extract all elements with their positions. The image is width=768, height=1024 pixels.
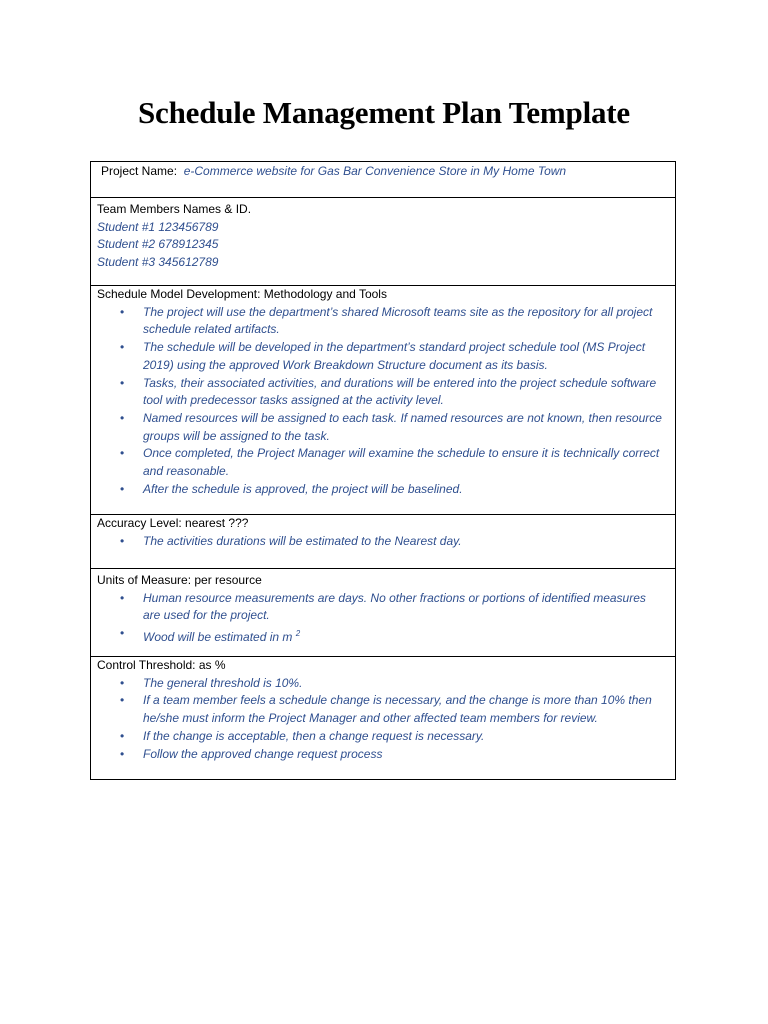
team-member-2: Student #2 678912345 (97, 237, 219, 252)
bullet-icon: • (120, 340, 125, 355)
list-item: • After the schedule is approved, the project will be baselined. (97, 481, 669, 499)
list-item: • Tasks, their associated activities, and durations will be entered into the project schedule software tool with predecessor tasks assigned at the activity level. (120, 375, 657, 408)
bullet-icon: • (120, 693, 125, 708)
control-threshold-list (97, 675, 669, 764)
list-item: • The schedule will be developed in the department’s standard project schedule tool (MS Project 2019) using the approved Work Breakdown Structure document as its basis. (120, 340, 646, 372)
control-threshold-row (91, 656, 675, 779)
schedule-model-row (91, 285, 675, 514)
bullet-icon: • (120, 728, 125, 743)
accuracy-level-row (91, 514, 675, 568)
list-item: • Once completed, the Project Manager will examine the schedule to ensure it is technically correct and reasonable. (120, 446, 660, 479)
list-item: • The general threshold is 10%. (97, 675, 669, 693)
list-item: • Follow the approved change request process (97, 746, 669, 764)
units-of-measure-list (97, 590, 669, 647)
team-members-row (91, 197, 675, 285)
bullet-icon: • (120, 746, 125, 761)
bullet-icon: • (120, 533, 125, 548)
bullet-icon: • (120, 590, 125, 605)
wood-estimate-superscript: 2 (295, 629, 301, 639)
list-item: • The activities durations will be estimated to the Nearest day. (97, 533, 669, 551)
project-name-value: e-Commerce website for Gas Bar Convenience Store in My Home Town (183, 164, 567, 178)
team-member-1: Student #1 123456789 (97, 219, 219, 234)
control-threshold-label: Control Threshold: as % (97, 658, 226, 672)
schedule-model-list (97, 304, 669, 499)
bullet-icon: • (120, 375, 125, 390)
list-item (97, 625, 669, 647)
bullet-icon: • (120, 304, 125, 319)
project-name-label: Project Name: (101, 164, 178, 178)
bullet-icon: • (120, 675, 125, 690)
list-item: • Human resource measurements are days. No other fractions or portions of identified measures are used for the project. (120, 590, 646, 623)
bullet-icon: • (120, 626, 125, 641)
bullet-icon: • (120, 410, 125, 425)
accuracy-level-list (97, 533, 669, 551)
bullet-icon: • (120, 481, 125, 496)
list-item: • If the change is acceptable, then a change request is necessary. (97, 728, 669, 746)
list-item: • Named resources will be assigned to each task. If named resources are not known, then resource groups will be assigned to the task. (120, 410, 662, 443)
units-of-measure-label: Units of Measure: per resource (97, 573, 262, 587)
list-item: • The project will use the department’s shared Microsoft teams site as the repository for all project schedule related artifacts. (120, 304, 653, 337)
team-member-3: Student #3 345612789 (97, 255, 219, 270)
document-title: Schedule Management Plan Template (138, 95, 630, 130)
list-item: • If a team member feels a schedule change is necessary, and the change is more than 10% then he/she must inform the Project Manager and other affected team members for review. (120, 693, 652, 726)
wood-estimate-text: Wood will be estimated in m (143, 630, 293, 645)
schedule-model-label: Schedule Model Development: Methodology and Tools (97, 287, 387, 301)
team-members-label: Team Members Names & ID. (97, 202, 252, 216)
project-name-row (91, 162, 675, 197)
plan-table (90, 161, 676, 780)
units-of-measure-row (91, 568, 675, 656)
bullet-icon: • (120, 446, 125, 461)
accuracy-level-label: Accuracy Level: nearest ??? (97, 516, 249, 530)
